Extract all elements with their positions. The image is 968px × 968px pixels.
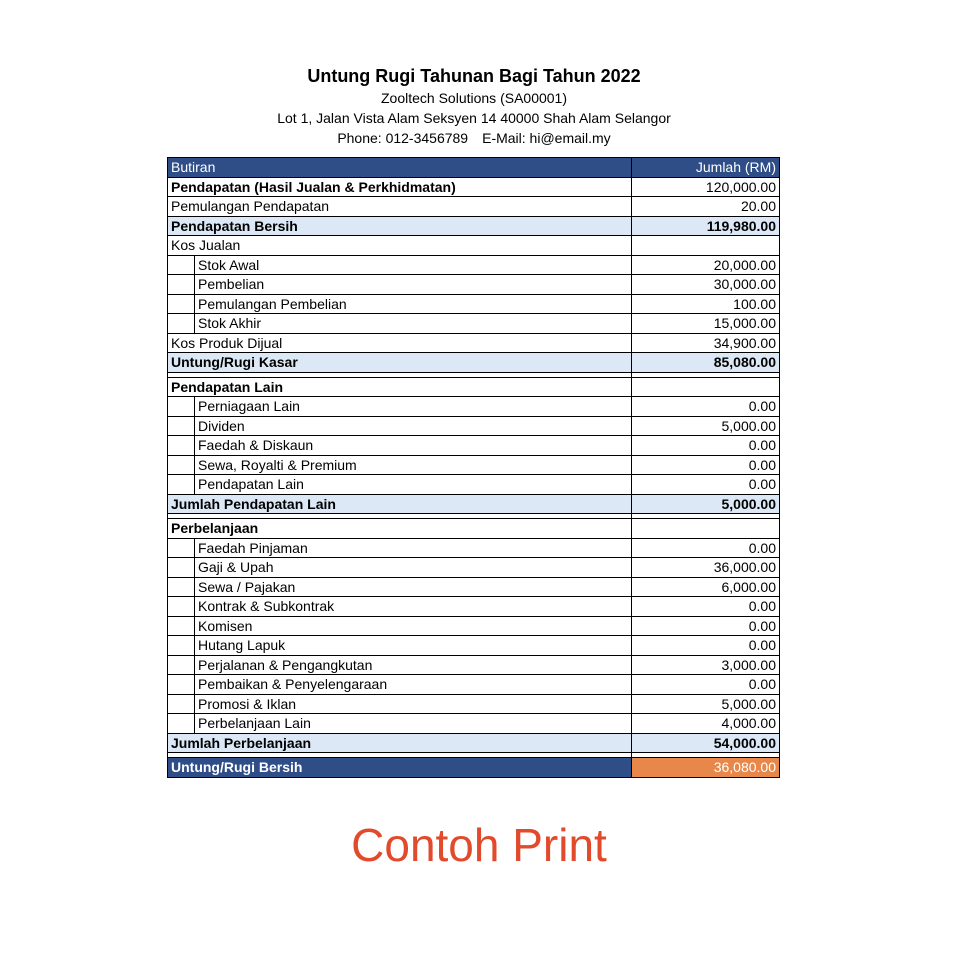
row-amount: 85,080.00 [632, 353, 780, 373]
row-amount: 30,000.00 [632, 275, 780, 295]
row-label: Promosi & Iklan [195, 694, 632, 714]
row-amount: 0.00 [632, 436, 780, 456]
table-row [168, 655, 780, 675]
subtotal-row [168, 494, 780, 514]
sample-print-label: Contoh Print [351, 819, 607, 871]
subtotal-row [168, 216, 780, 236]
net-profit-row [168, 758, 780, 778]
indent-cell [168, 558, 195, 578]
indent-cell [168, 475, 195, 495]
row-amount: 20.00 [632, 197, 780, 217]
indent-cell [168, 538, 195, 558]
indent-cell [168, 616, 195, 636]
table-row [168, 314, 780, 334]
indent-cell [168, 655, 195, 675]
row-label: Sewa, Royalti & Premium [195, 455, 632, 475]
subtotal-row [168, 353, 780, 373]
column-header-butiran: Butiran [168, 158, 632, 178]
row-label: Pembaikan & Penyelengaraan [195, 675, 632, 695]
indent-cell [168, 714, 195, 734]
indent-cell [168, 416, 195, 436]
row-amount: 4,000.00 [632, 714, 780, 734]
table-row [168, 675, 780, 695]
row-amount: 15,000.00 [632, 314, 780, 334]
row-amount: 20,000.00 [632, 255, 780, 275]
row-amount: 0.00 [632, 397, 780, 417]
table-row [168, 636, 780, 656]
email-text: E-Mail: hi@email.my [482, 130, 611, 146]
row-label: Pemulangan Pembelian [195, 294, 632, 314]
income-statement-table [167, 157, 780, 778]
indent-cell [168, 397, 195, 417]
row-amount: 119,980.00 [632, 216, 780, 236]
indent-cell [168, 577, 195, 597]
row-label: Perbelanjaan Lain [195, 714, 632, 734]
company-address: Lot 1, Jalan Vista Alam Seksyen 14 40000 Shah Alam Selangor [277, 110, 671, 126]
table-row [168, 558, 780, 578]
row-amount: 3,000.00 [632, 655, 780, 675]
table-row [168, 333, 780, 353]
row-amount: 0.00 [632, 616, 780, 636]
row-amount: 0.00 [632, 675, 780, 695]
table-row [168, 455, 780, 475]
row-label: Pendapatan Lain [168, 377, 632, 397]
company-name: Zooltech Solutions (SA00001) [381, 90, 567, 106]
row-label: Jumlah Pendapatan Lain [168, 494, 632, 514]
report-title: Untung Rugi Tahunan Bagi Tahun 2022 [307, 66, 641, 86]
net-profit-amount: 36,080.00 [632, 758, 780, 778]
row-label: Perbelanjaan [168, 519, 632, 539]
row-label: Untung/Rugi Kasar [168, 353, 632, 373]
row-amount: 0.00 [632, 636, 780, 656]
indent-cell [168, 436, 195, 456]
row-amount [632, 377, 780, 397]
indent-cell [168, 275, 195, 295]
table-row [168, 177, 780, 197]
row-label: Perniagaan Lain [195, 397, 632, 417]
row-label: Stok Akhir [195, 314, 632, 334]
section-header-row [168, 377, 780, 397]
report-header [0, 64, 948, 148]
row-label: Perjalanan & Pengangkutan [195, 655, 632, 675]
indent-cell [168, 455, 195, 475]
table-row [168, 436, 780, 456]
row-label: Faedah & Diskaun [195, 436, 632, 456]
indent-cell [168, 636, 195, 656]
row-amount [632, 236, 780, 256]
row-amount: 0.00 [632, 475, 780, 495]
table-row [168, 714, 780, 734]
row-amount: 5,000.00 [632, 416, 780, 436]
row-label: Dividen [195, 416, 632, 436]
row-label: Sewa / Pajakan [195, 577, 632, 597]
row-label: Pemulangan Pendapatan [168, 197, 632, 217]
row-amount: 34,900.00 [632, 333, 780, 353]
indent-cell [168, 694, 195, 714]
table-row [168, 416, 780, 436]
row-label: Komisen [195, 616, 632, 636]
table-row [168, 694, 780, 714]
row-label: Kos Produk Dijual [168, 333, 632, 353]
row-amount: 5,000.00 [632, 494, 780, 514]
section-header-row [168, 519, 780, 539]
row-label: Gaji & Upah [195, 558, 632, 578]
table-row [168, 616, 780, 636]
indent-cell [168, 255, 195, 275]
row-amount: 5,000.00 [632, 694, 780, 714]
row-label: Hutang Lapuk [195, 636, 632, 656]
indent-cell [168, 675, 195, 695]
table-row [168, 275, 780, 295]
phone-text: Phone: 012-3456789 [337, 130, 469, 146]
row-label: Pendapatan Bersih [168, 216, 632, 236]
column-header-jumlah: Jumlah (RM) [632, 158, 780, 178]
table-row [168, 475, 780, 495]
table-row [168, 197, 780, 217]
contact-line [0, 128, 948, 148]
table-row [168, 255, 780, 275]
table-row [168, 397, 780, 417]
row-amount: 0.00 [632, 597, 780, 617]
row-amount [632, 519, 780, 539]
row-label: Pendapatan (Hasil Jualan & Perkhidmatan) [168, 177, 632, 197]
row-label: Kontrak & Subkontrak [195, 597, 632, 617]
table-row [168, 538, 780, 558]
indent-cell [168, 294, 195, 314]
table-row [168, 236, 780, 256]
row-label: Stok Awal [195, 255, 632, 275]
row-label: Untung/Rugi Bersih [168, 758, 632, 778]
indent-cell [168, 597, 195, 617]
row-amount: 120,000.00 [632, 177, 780, 197]
table-row [168, 294, 780, 314]
row-amount: 0.00 [632, 455, 780, 475]
table-row [168, 597, 780, 617]
table-header-row [168, 158, 780, 178]
row-label: Faedah Pinjaman [195, 538, 632, 558]
subtotal-row [168, 733, 780, 753]
row-label: Jumlah Perbelanjaan [168, 733, 632, 753]
row-label: Kos Jualan [168, 236, 632, 256]
row-amount: 6,000.00 [632, 577, 780, 597]
row-label: Pembelian [195, 275, 632, 295]
row-amount: 0.00 [632, 538, 780, 558]
row-label: Pendapatan Lain [195, 475, 632, 495]
table-row [168, 577, 780, 597]
row-amount: 36,000.00 [632, 558, 780, 578]
row-amount: 54,000.00 [632, 733, 780, 753]
row-amount: 100.00 [632, 294, 780, 314]
indent-cell [168, 314, 195, 334]
